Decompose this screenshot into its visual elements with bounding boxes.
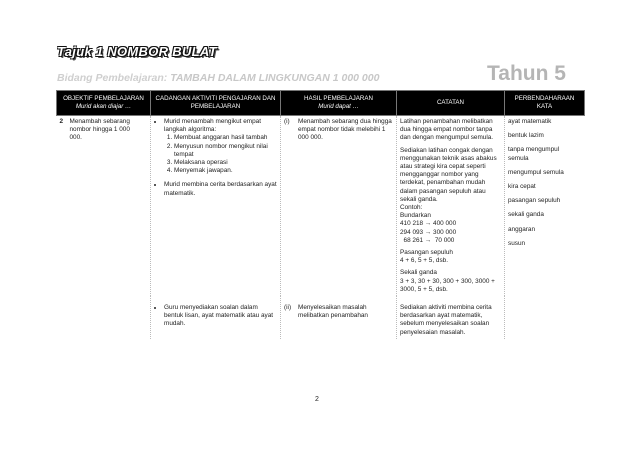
outcome-cell: [281, 296, 397, 339]
vocab-item: sekali ganda: [508, 211, 544, 219]
note-paragraph: Latihan penambahan melibatkan dua hingga empat nombor tanpa dan dengan mengumpul semula.: [400, 118, 494, 142]
header-vocabulary: PERBENDAHARAAN KATA: [505, 91, 585, 116]
activities-cell: [151, 116, 281, 297]
outcome-text: Menyelesaikan masalah melibatkan penambahan: [298, 304, 368, 320]
notes-cell: [397, 116, 505, 297]
note-paragraph: Sediakan aktiviti membina cerita berdasarkan ayat matematik, sebelum menyelesaikan soalan penyelesaian masalah.: [400, 304, 492, 336]
curriculum-table: [56, 90, 585, 339]
vocab-item: bentuk lazim: [508, 132, 544, 140]
activities-cell: [151, 296, 281, 339]
activity-step: 2. Menyusun nombor mengikut nilai tempat: [174, 143, 277, 159]
vocab-item: mengumpul semula: [508, 168, 564, 176]
vocabulary-cell: [505, 116, 585, 297]
outcome-cell: [281, 116, 397, 297]
note-rounding-line: 68 261 → 70 000: [400, 236, 455, 244]
objective-number: 2: [59, 118, 64, 125]
objective-cell: [57, 296, 151, 339]
vocab-item: susun: [508, 239, 526, 247]
header-outcomes: HASIL PEMBELAJARAN Murid dapat …: [281, 91, 397, 116]
outcome-index: (i): [284, 118, 290, 125]
outcome-text: Menambah sebarang dua hingga empat nombor tidak melebihi 1 000 000.: [298, 118, 392, 142]
note-pairs-title: Pasangan sepuluh: [400, 249, 453, 257]
page-number: 2: [315, 396, 319, 403]
vocab-item: pasangan sepuluh: [508, 197, 561, 205]
objective-text: Menambah sebarang nombor hingga 1 000 000.: [69, 118, 130, 142]
table-row: [57, 296, 585, 339]
activity-step: 1. Membuat anggaran hasil tambah: [174, 134, 277, 142]
header-activities: CADANGAN AKTIVITI PENGAJARAN DAN PEMBELAJARAN: [151, 91, 281, 116]
note-paragraph: Sediakan latihan congak dengan menggunakan teknik asas abakus atau strategi kira cepat seperti mengganggar nombor yang terdekat, penambahan mudah dalam pasangan sepuluh atau sekali ganda.: [400, 146, 497, 203]
note-rounding-label: Bundarkan: [400, 212, 431, 220]
activity-step: 4. Menyemak jawapan.: [174, 167, 277, 175]
vocab-item: kira cepat: [508, 183, 536, 191]
outcome-index: (ii): [284, 304, 292, 312]
note-double: 3 + 3, 30 + 30, 300 + 300, 3000 + 3000, 5 + 5, dsb.: [400, 277, 495, 293]
vocab-item: anggaran: [508, 225, 536, 233]
note-pairs: 4 + 6, 5 + 5, dsb.: [400, 257, 448, 265]
notes-cell: [397, 296, 505, 339]
learning-area-value: TAMBAH DALAM LINGKUNGAN 1 000 000: [170, 72, 380, 84]
activity-bullet: • Murid membina cerita berdasarkan ayat matematik.: [164, 181, 277, 197]
vocabulary-cell: [505, 296, 585, 339]
note-rounding-line: 294 093 → 300 000: [400, 228, 457, 236]
learning-area: [57, 72, 379, 84]
vocab-item: tanpa mengumpul semula: [508, 146, 560, 162]
note-example-label: Contoh:: [400, 204, 423, 212]
activity-bullet: • Guru menyediakan soalan dalam bentuk lisan, ayat matematik atau ayat mudah.: [164, 304, 277, 329]
table-row: [57, 116, 585, 297]
note-double-title: Sekali ganda: [400, 269, 437, 277]
activity-step: 3. Melaksana operasi: [174, 159, 277, 167]
header-notes: CATATAN: [397, 91, 505, 116]
topic-title: Tajuk 1 NOMBOR BULAT: [57, 44, 217, 59]
activity-bullet: • Murid menambah mengikut empat langkah algoritma: 1. Membuat anggaran hasil tambah 2. Menyusun nombor mengikut nilai tempat 3. Melaksana operasi 4. Menyemak jawapan.: [164, 118, 277, 175]
year-label: Tahun 5: [487, 62, 566, 85]
vocab-item: ayat matematik: [508, 118, 552, 125]
objective-cell: [57, 116, 151, 297]
learning-area-label: Bidang Pembelajaran:: [57, 72, 168, 84]
note-rounding-line: 410 218 → 400 000: [400, 220, 457, 228]
table-header-row: [57, 91, 585, 116]
header-objective: OBJEKTIF PEMBELAJARAN Murid akan diajar …: [57, 91, 151, 116]
